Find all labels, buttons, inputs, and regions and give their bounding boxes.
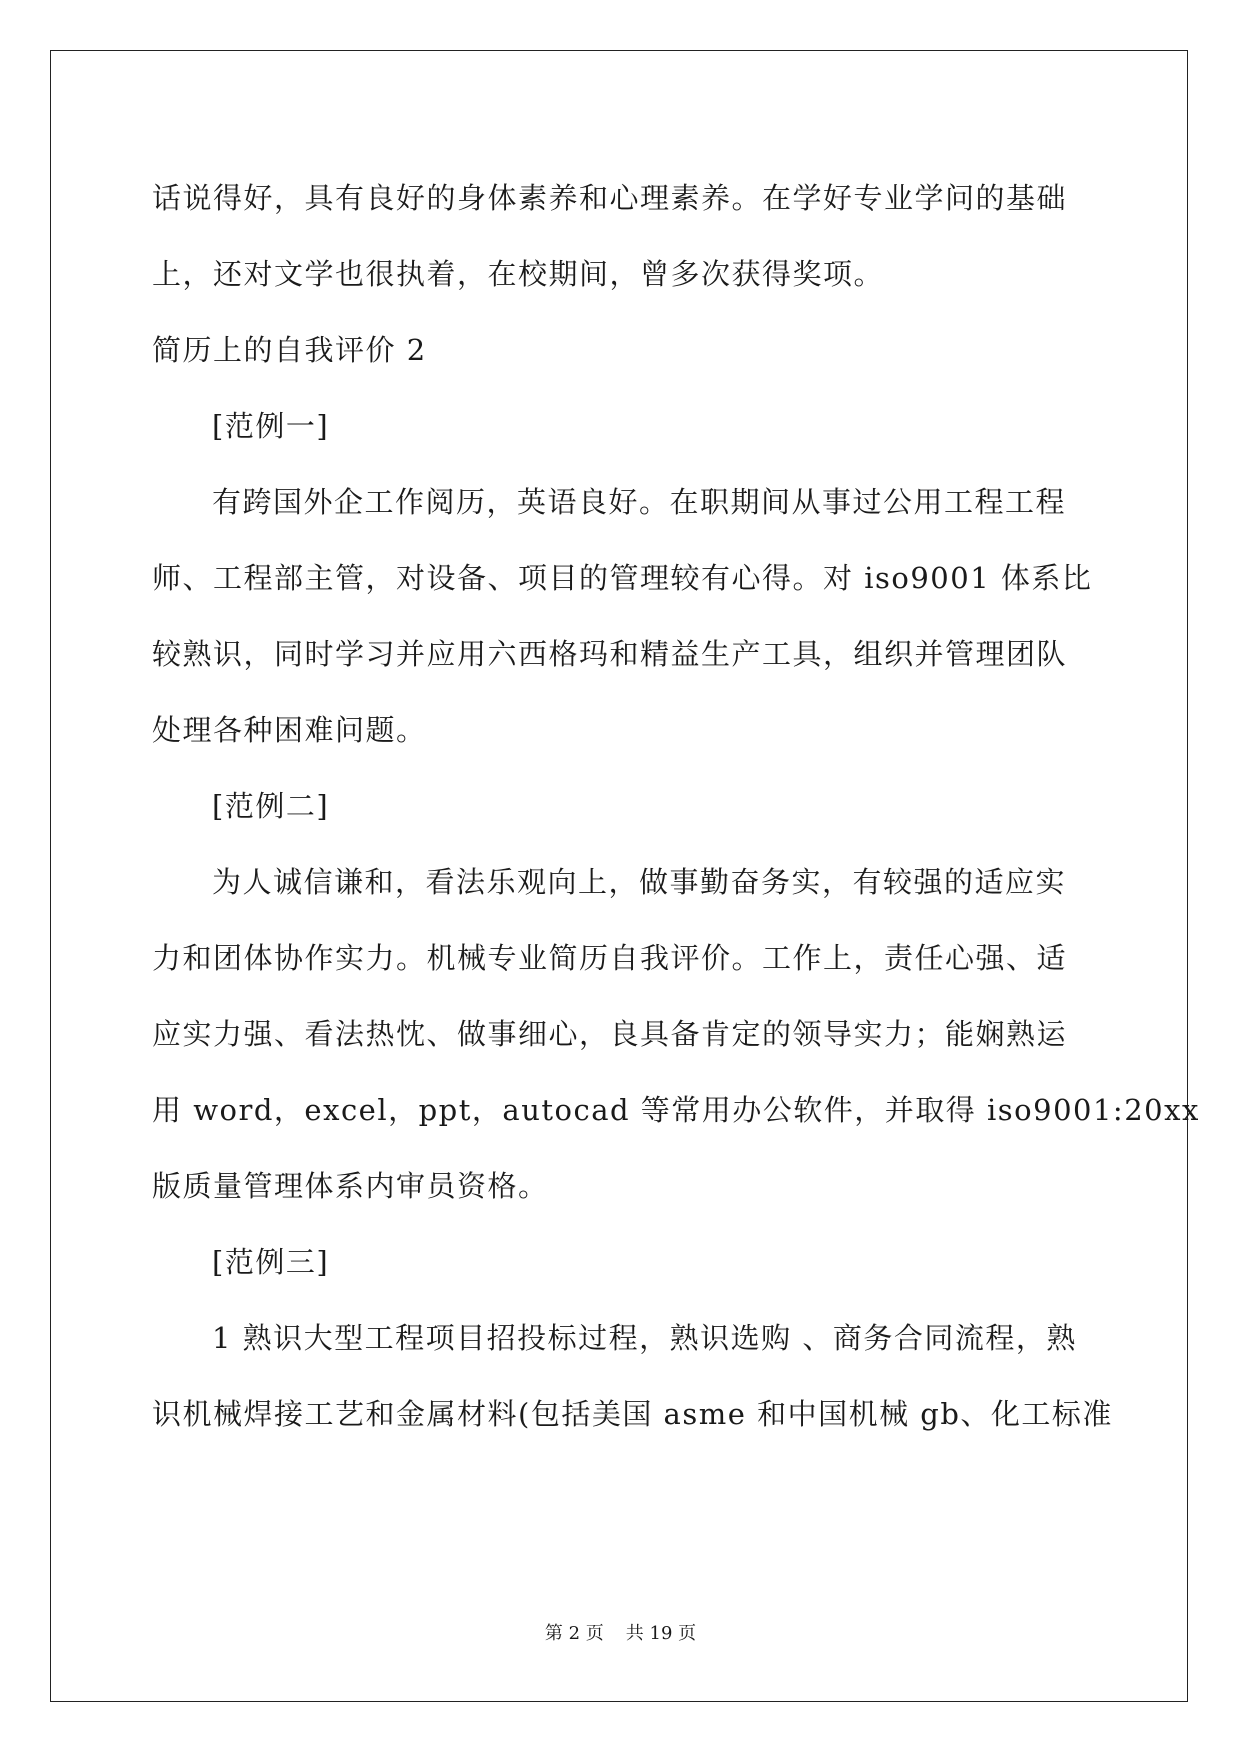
example-heading-2: [范例二] (212, 789, 330, 823)
text-line-13: 用 word，excel，ppt，autocad 等常用办公软件，并取得 iso9001:20xx (152, 1093, 1200, 1127)
text-line-5: 有跨国外企工作阅历，英语良好。在职期间从事过公用工程工程 (212, 485, 1067, 519)
text-line-6: 师、工程部主管，对设备、项目的管理较有心得。对 iso9001 体系比 (152, 561, 1093, 595)
text-line-17: 识机械焊接工艺和金属材料(包括美国 asme 和中国机械 gb、化工标准 (152, 1397, 1113, 1431)
page-total: 共 19 页 (625, 1623, 697, 1644)
section-heading: 简历上的自我评价 2 (152, 333, 427, 367)
example-heading-1: [范例一] (212, 409, 330, 443)
page-number: 第 2 页 (544, 1623, 604, 1644)
text-line-7: 较熟识，同时学习并应用六西格玛和精益生产工具，组织并管理团队 (152, 637, 1068, 671)
text-line-1: 话说得好，具有良好的身体素养和心理素养。在学好专业学问的基础 (152, 181, 1068, 215)
text-line-2: 上，还对文学也很执着，在校期间，曾多次获得奖项。 (152, 257, 885, 291)
text-line-10: 为人诚信谦和，看法乐观向上，做事勤奋务实，有较强的适应实 (212, 865, 1067, 899)
text-line-16: 1 熟识大型工程项目招投标过程，熟识选购 、商务合同流程，熟 (212, 1321, 1077, 1355)
text-line-8: 处理各种困难问题。 (152, 713, 427, 747)
page-footer (0, 1622, 1241, 1646)
document-body (152, 160, 1200, 1452)
text-line-11: 力和团体协作实力。机械专业简历自我评价。工作上，责任心强、适 (152, 941, 1068, 975)
example-heading-3: [范例三] (212, 1245, 330, 1279)
text-line-12: 应实力强、看法热忱、做事细心，良具备肯定的领导实力；能娴熟运 (152, 1017, 1068, 1051)
text-line-14: 版质量管理体系内审员资格。 (152, 1169, 549, 1203)
